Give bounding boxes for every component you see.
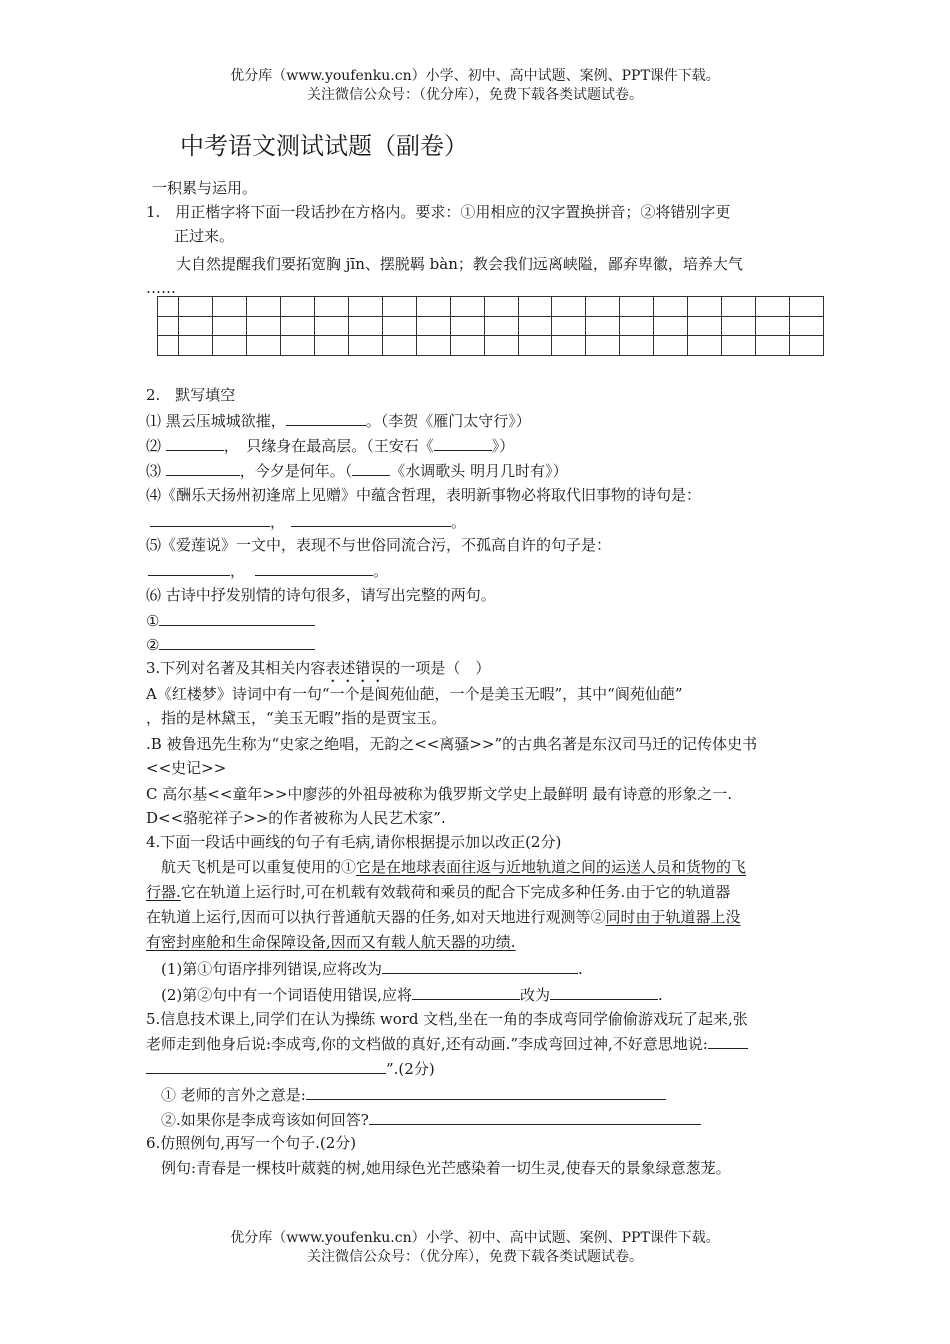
grid-cell[interactable]: [586, 297, 620, 317]
q2-item-3-blank-a[interactable]: [166, 459, 240, 476]
q5-line-3: [146, 1057, 435, 1080]
q4-sentence-1-underlined: 它是在地球表面往返与近地轨道之间的运送人员和货物的飞: [356, 858, 747, 876]
q4-p2-plain: 它在轨道上运行时,可在机载有效载荷和乘员的配合下完成多种任务.由于它的轨道器: [180, 883, 731, 901]
q4-paragraph-line-4: [146, 931, 516, 953]
grid-cell[interactable]: [158, 336, 179, 356]
q2-item-2-prefix: ⑵: [146, 437, 166, 455]
q2-item-2-blank-b[interactable]: [434, 434, 492, 451]
footer-line-2: 关注微信公众号：（优分库），免费下载各类试题试卷。: [307, 1249, 643, 1265]
q2-item-4-blank-b[interactable]: [291, 510, 451, 527]
grid-cell[interactable]: [688, 297, 722, 317]
q5-line-3-blank[interactable]: [146, 1057, 386, 1074]
circle-1-marker: ①: [146, 612, 160, 630]
q4-sub-1: [146, 957, 583, 980]
q3-option-d: D<<骆驼祥子>>的作者被称为人民艺术家”.: [146, 809, 446, 827]
q4-sentence-1-underlined-end: 行器.: [146, 883, 181, 901]
q2-item-3-blank-b[interactable]: [352, 459, 390, 476]
grid-cell[interactable]: [348, 336, 382, 356]
grid-cell[interactable]: [722, 297, 756, 317]
q2-item-2: [146, 434, 514, 457]
q2-heading: 2. 默写填空: [146, 386, 236, 404]
q4-sentence-2-underlined: 同时由于轨道器上没: [605, 908, 741, 926]
grid-cell[interactable]: [416, 316, 450, 336]
q2-item-4-answer: [150, 510, 466, 533]
grid-cell[interactable]: [722, 316, 756, 336]
q2-item-4-comma: ，: [270, 513, 286, 531]
q2-item-3: [146, 459, 568, 482]
q4-sub-2: [146, 983, 663, 1006]
q2-item-5-comma: ，: [230, 562, 246, 580]
q2-item-4-period: 。: [451, 513, 467, 531]
grid-cell[interactable]: [518, 316, 552, 336]
grid-cell[interactable]: [179, 316, 213, 336]
q4-paragraph-line-3: [146, 906, 741, 928]
q2-item-5-blank-b[interactable]: [255, 559, 373, 576]
q4-sentence-2-underlined-end: 有密封座舱和生命保障设备,因而又有载人航天器的功绩.: [146, 933, 516, 951]
q5-sub-2-text: ②.如果你是李成弯该如何回答?: [146, 1111, 369, 1129]
q5-line-2-blank[interactable]: [708, 1032, 748, 1049]
footer-line-1: 优分库（www.youfenku.cn）小学、初中、高中试题、案例、PPT课件下载。: [230, 1230, 720, 1246]
grid-cell[interactable]: [213, 336, 247, 356]
grid-row: [158, 336, 824, 356]
grid-cell[interactable]: [722, 336, 756, 356]
grid-cell[interactable]: [281, 336, 315, 356]
grid-cell[interactable]: [213, 297, 247, 317]
q2-item-1: [146, 409, 531, 432]
q2-item-6-answer-1: [146, 609, 315, 632]
q2-item-5: ⑸《爱莲说》一文中，表现不与世俗同流合污，不孤高自许的句子是：: [146, 536, 612, 554]
grid-cell[interactable]: [348, 297, 382, 317]
grid-cell[interactable]: [654, 297, 688, 317]
grid-cell[interactable]: [552, 297, 586, 317]
grid-cell[interactable]: [789, 316, 823, 336]
grid-cell[interactable]: [382, 297, 416, 317]
grid-cell[interactable]: [518, 297, 552, 317]
circle-2-marker: ②: [146, 636, 160, 654]
q5-line-3-end: ”.(2分): [386, 1060, 435, 1078]
grid-cell[interactable]: [484, 316, 518, 336]
grid-cell[interactable]: [247, 336, 281, 356]
q2-item-4: ⑷《酬乐天扬州初逢席上见赠》中蕴含哲理，表明新事物必将取代旧事物的诗句是：: [146, 486, 702, 504]
grid-cell[interactable]: [281, 316, 315, 336]
grid-cell[interactable]: [416, 336, 450, 356]
q2-item-5-period: 。: [373, 562, 389, 580]
grid-cell[interactable]: [789, 297, 823, 317]
q3-stem-a: 3.下列对名著及其相关内容: [146, 659, 326, 677]
grid-cell[interactable]: [484, 297, 518, 317]
grid-cell[interactable]: [586, 336, 620, 356]
grid-cell[interactable]: [688, 336, 722, 356]
q2-item-2-blank-a[interactable]: [166, 434, 224, 451]
q5-sub-2: [146, 1108, 701, 1131]
grid-cell[interactable]: [756, 297, 790, 317]
grid-cell[interactable]: [450, 316, 484, 336]
grid-cell[interactable]: [315, 316, 349, 336]
grid-cell[interactable]: [552, 316, 586, 336]
grid-cell[interactable]: [382, 336, 416, 356]
grid-cell[interactable]: [586, 316, 620, 336]
header-line-2: 关注微信公众号：（优分库），免费下载各类试题试卷。: [307, 87, 643, 103]
q4-heading: 4.下面一段话中画线的句子有毛病,请你根据提示加以改正(2分): [146, 833, 562, 851]
grid-cell[interactable]: [789, 336, 823, 356]
q5-line-2-text: 老师走到他身后说:李成弯,你的文档做的真好,还有动画.”李成弯回过神,不好意思地说:: [146, 1035, 708, 1053]
grid-cell[interactable]: [315, 297, 349, 317]
q4-sub-1-blank[interactable]: [382, 957, 578, 974]
q2-item-6-blank-2[interactable]: [159, 633, 315, 650]
grid-cell[interactable]: [247, 316, 281, 336]
q4-paragraph-line-2: [146, 881, 730, 903]
grid-cell[interactable]: [654, 336, 688, 356]
q4-sub-2-end: .: [658, 986, 663, 1004]
grid-cell[interactable]: [315, 336, 349, 356]
q5-line-1: 5.信息技术课上,同学们在认为操练 word 文档,坐在一角的李成弯同学偷偷游戏玩了起来,张: [146, 1010, 748, 1028]
q3-option-a-line-2: ，指的是林黛玉，“美玉无暇”指的是贾宝玉。: [146, 709, 447, 727]
grid-cell[interactable]: [213, 316, 247, 336]
q3-stem: [146, 657, 490, 686]
q2-item-6-answer-2: [146, 633, 315, 656]
q2-item-3-suffix: 《水调歌头 明月几时有》）: [390, 462, 568, 480]
grid-cell[interactable]: [158, 297, 179, 317]
q2-item-1-prefix: ⑴ 黑云压城城欲摧，: [146, 412, 286, 430]
grid-cell[interactable]: [382, 316, 416, 336]
q1-line-1: 1. 用正楷字将下面一段话抄在方格内。要求：①用相应的汉字置换拼音；②将错别字更: [146, 203, 731, 221]
grid-cell[interactable]: [620, 316, 654, 336]
q2-item-1-suffix: 。（李贺《雁门太守行》）: [365, 412, 531, 430]
q1-ellipsis: ……: [146, 279, 176, 297]
q3-option-b-line-2: <<史记>>: [146, 759, 227, 777]
grid-row: [158, 297, 824, 317]
grid-cell[interactable]: [247, 297, 281, 317]
q3-option-c: C 高尔基<<童年>>中廖莎的外祖母被称为俄罗斯文学史上最鲜明 最有诗意的形象之一.: [146, 785, 733, 803]
q4-sub-2-blank-b[interactable]: [550, 983, 658, 1000]
grid-cell[interactable]: [654, 316, 688, 336]
writing-grid[interactable]: [157, 296, 824, 356]
q4-sub-1-end: .: [578, 960, 583, 978]
grid-cell[interactable]: [348, 316, 382, 336]
q5-line-2: [146, 1032, 748, 1055]
grid-cell[interactable]: [179, 297, 213, 317]
q1-line-2: 正过来。: [174, 227, 235, 245]
q3-option-b-line-1: .B 被鲁迅先生称为“史家之绝唱，无韵之<<离骚>>”的古典名著是东汉司马迁的记传体史书: [146, 735, 758, 753]
q6-heading: 6.仿照例句,再写一个句子.(2分): [146, 1134, 357, 1152]
grid-cell[interactable]: [416, 297, 450, 317]
q2-item-3-prefix: ⑶: [146, 462, 166, 480]
grid-cell[interactable]: [518, 336, 552, 356]
grid-cell[interactable]: [179, 336, 213, 356]
grid-cell[interactable]: [688, 316, 722, 336]
header-line-1: 优分库（www.youfenku.cn）小学、初中、高中试题、案例、PPT课件下载。: [230, 68, 720, 84]
grid-cell[interactable]: [158, 316, 179, 336]
q1-passage: 大自然提醒我们要拓宽胸 jīn、摆脱羁 bàn；教会我们远离峡隘，鄙弃卑徽，培养大气: [176, 255, 743, 273]
q5-sub-2-blank[interactable]: [369, 1108, 701, 1125]
grid-cell[interactable]: [281, 297, 315, 317]
q2-item-6-blank-1[interactable]: [159, 609, 315, 626]
grid-cell[interactable]: [620, 297, 654, 317]
q4-p1-plain: 航天飞机是可以重复使用的①: [146, 858, 357, 876]
grid-cell[interactable]: [552, 336, 586, 356]
page-title: 中考语文测试试题（副卷）: [180, 132, 468, 160]
grid-cell[interactable]: [620, 336, 654, 356]
q5-sub-1: [146, 1083, 666, 1106]
grid-row: [158, 316, 824, 336]
q4-sub-2-text: (2)第②句中有一个词语使用错误,应将: [146, 986, 413, 1004]
q2-item-2-mid: ， 只缘身在最高层。（王安石《: [223, 437, 434, 455]
q4-sub-2-mid: 改为: [520, 986, 551, 1004]
q3-stem-c: 的一项是（ ）: [385, 659, 491, 677]
q3-option-a-line-1: A《红楼梦》诗词中有一句“一个是阆苑仙葩，一个是美玉无暇”，其中“阆苑仙葩”: [146, 685, 683, 703]
q5-sub-1-text: ① 老师的言外之意是:: [146, 1086, 306, 1104]
q2-item-6: ⑹ 古诗中抒发别情的诗句很多，请写出完整的两句。: [146, 586, 496, 604]
grid-cell[interactable]: [756, 316, 790, 336]
grid-cell[interactable]: [484, 336, 518, 356]
q4-sub-1-text: (1)第①句语序排列错误,应将改为: [146, 960, 383, 978]
grid-cell[interactable]: [450, 336, 484, 356]
q2-item-2-suffix: 》）: [491, 437, 515, 455]
q5-sub-1-blank[interactable]: [306, 1083, 666, 1100]
section-heading: 一积累与运用。: [152, 179, 258, 197]
q6-example: 例句:青春是一棵枝叶葳蕤的树,她用绿色光芒感染着一切生灵,使春天的景象绿意葱茏。: [146, 1159, 731, 1177]
q3-stem-emphasis: 表述错误: [325, 659, 386, 677]
q4-p3-plain: 在轨道上运行,因而可以执行普通航天器的任务,如对天地进行观测等②: [146, 908, 606, 926]
grid-cell[interactable]: [450, 297, 484, 317]
q2-item-5-blank-a[interactable]: [148, 559, 230, 576]
q4-paragraph-line-1: [146, 856, 746, 878]
q2-item-4-blank-a[interactable]: [150, 510, 270, 527]
q4-sub-2-blank-a[interactable]: [412, 983, 520, 1000]
q2-item-3-mid: ，今夕是何年。（: [239, 462, 353, 480]
grid-cell[interactable]: [756, 336, 790, 356]
q2-item-1-blank[interactable]: [286, 409, 366, 426]
q2-item-5-answer: [148, 559, 388, 582]
